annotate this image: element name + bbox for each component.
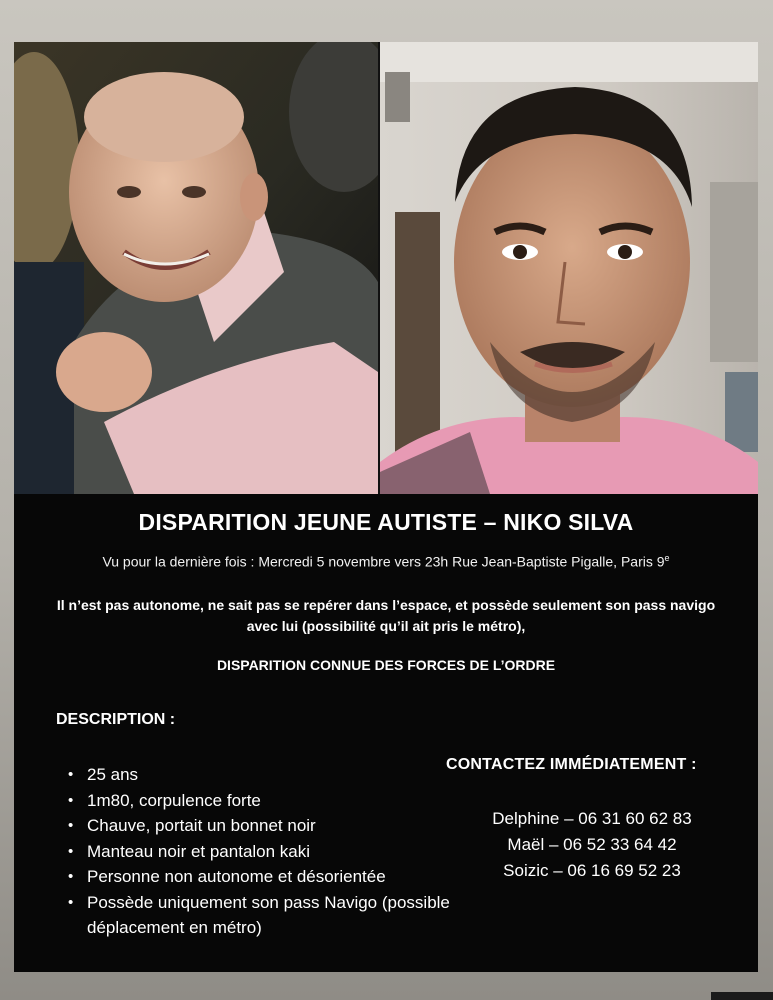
contact-list — [446, 806, 738, 884]
description-title: DESCRIPTION : — [56, 711, 176, 728]
contact-title: CONTACTEZ IMMÉDIATEMENT : — [446, 756, 697, 773]
bullet-icon: • — [68, 868, 74, 885]
list-item — [68, 864, 458, 890]
list-item-text: 25 ans — [87, 765, 139, 784]
list-item — [68, 890, 458, 941]
last-seen-superscript: e — [664, 553, 670, 563]
person-photo-smiling-icon — [14, 42, 378, 494]
list-item-text: Manteau noir et pantalon kaki — [87, 841, 311, 861]
poster-headline: DISPARITION JEUNE AUTISTE – NIKO SILVA — [138, 509, 634, 535]
bullet-icon: • — [68, 791, 74, 809]
photo-left — [14, 42, 378, 494]
last-seen-text: Vu pour la dernière fois : Mercredi 5 novembre vers 23h Rue Jean-Baptiste Pigalle, Paris 9 — [102, 553, 665, 570]
list-item — [68, 762, 458, 788]
authorities-notice: DISPARITION CONNUE DES FORCES DE L’ORDRE — [216, 657, 556, 673]
description-list — [68, 762, 458, 941]
list-item — [68, 788, 458, 814]
bullet-icon: • — [68, 842, 74, 860]
contact-item: Delphine – 06 31 60 62 83 — [492, 809, 692, 828]
photo-strip — [14, 42, 758, 494]
contact-item: Maël – 06 52 33 64 42 — [507, 835, 677, 854]
list-item — [68, 839, 458, 865]
last-seen-line — [14, 553, 758, 570]
bullet-icon: • — [68, 817, 74, 834]
corner-shadow — [711, 992, 773, 1000]
person-photo-selfie-icon — [380, 42, 758, 494]
bullet-icon: • — [68, 893, 74, 911]
list-item-text: Personne non autonome et désorientée — [87, 867, 386, 886]
photo-right — [380, 42, 758, 494]
list-item-text: 1m80, corpulence forte — [87, 790, 261, 810]
list-item-text: Chauve, portait un bonnet noir — [87, 816, 316, 835]
missing-person-poster — [14, 42, 758, 972]
contact-item: Soizic – 06 16 69 52 23 — [503, 861, 681, 880]
bullet-icon: • — [68, 766, 74, 783]
autonomy-notice: Il n’est pas autonome, ne sait pas se repérer dans l’espace, et possède seulement son pass navigo avec lui (possibilité qu’il ait pris le métro), — [56, 597, 716, 634]
list-item — [68, 813, 458, 839]
list-item-text: Possède uniquement son pass Navigo (possible déplacement en métro) — [87, 892, 450, 937]
